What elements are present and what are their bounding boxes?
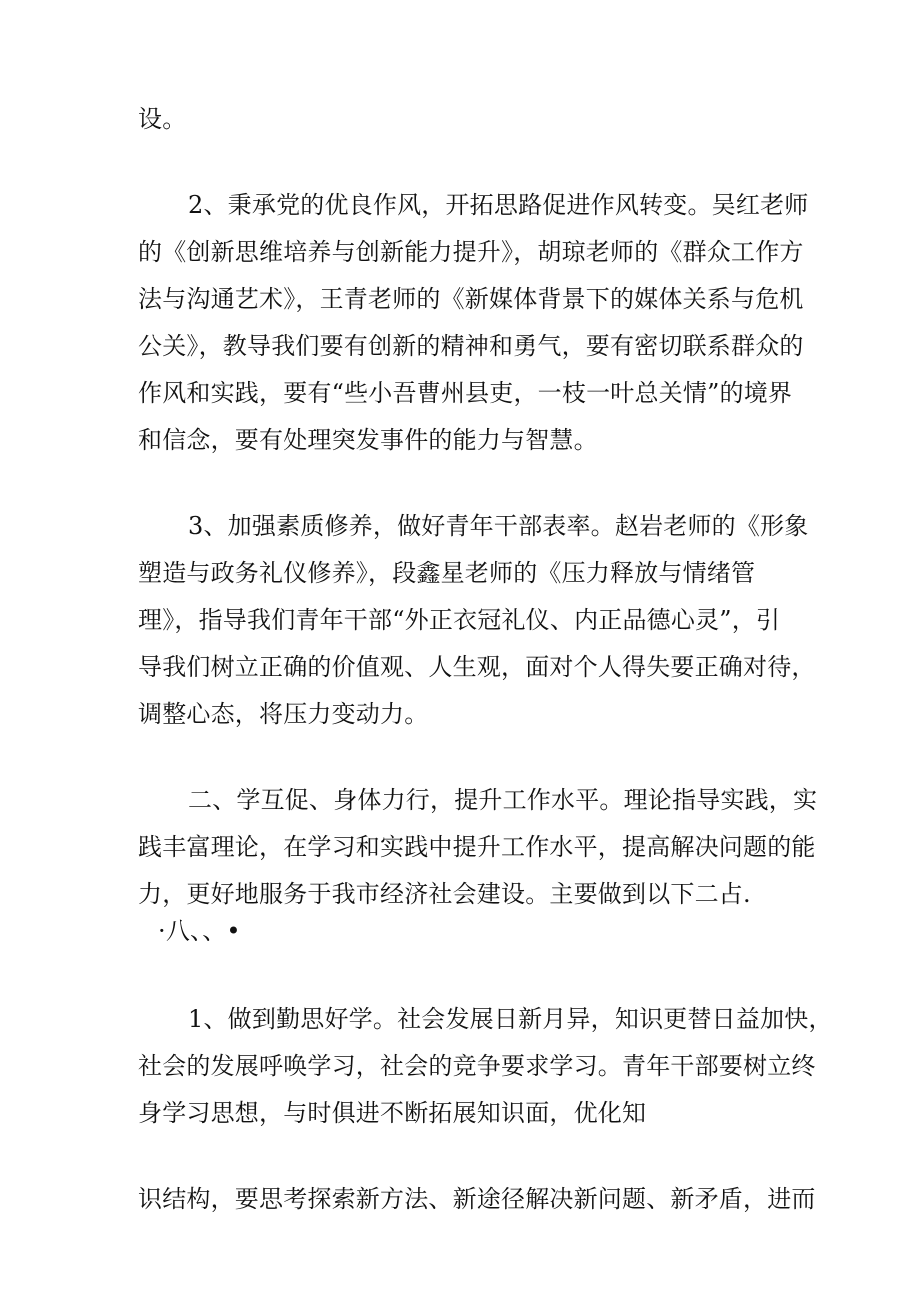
paragraph-3-line-1: 1、做到勤思好学。社会发展日新月异，知识更替日益加快，	[188, 1005, 833, 1033]
section-2-line-2: 践丰富理论，在学习和实践中提升工作水平，提高解决问题的能	[138, 833, 816, 861]
section-2-line-1: 二、学互促、身体力行，提升工作水平。理论指导实践，实	[188, 786, 818, 814]
paragraph-1-line-6: 和信念，要有处理突发事件的能力与智慧。	[138, 426, 598, 454]
paragraph-1-line-5: 作风和实践，要有“些小吾曹州县吏，一枝一叶总关情”的境界	[138, 379, 793, 407]
paragraph-2-line-4: 导我们树立正确的价值观、人生观，面对个人得失要正确对待，	[138, 653, 816, 681]
paragraph-2-line-5: 调整心态，将压力变动力。	[138, 700, 429, 728]
section-2-line-3: 力，更好地服务于我市经济社会建设。主要做到以下二占.	[138, 880, 751, 908]
paragraph-1-line-1: 2、秉承党的优良作风，开拓思路促进作风转变。吴红老师	[188, 191, 809, 219]
paragraph-2-line-2: 塑造与政务礼仪修养》，段鑫星老师的《压力释放与情绪管	[138, 559, 756, 587]
paragraph-1-line-2: 的《创新思维培养与创新能力提升》，胡琼老师的《群众工作方	[138, 238, 804, 266]
paragraph-2-line-1: 3、加强素质修养，做好青年干部表率。赵岩老师的《形象	[188, 512, 809, 540]
paragraph-1-line-4: 公关》，教导我们要有创新的精神和勇气，要有密切联系群众的	[138, 332, 804, 360]
paragraph-3-line-3: 身学习思想，与时俱进不断拓展知识面，优化知	[138, 1099, 647, 1127]
paragraph-2-line-3: 理》，指导我们青年干部“外正衣冠礼仪、内正品德心灵”，引	[138, 606, 781, 634]
section-2-line-4: ·八、、•	[158, 917, 241, 945]
paragraph-1-line-3: 法与沟通艺术》，王青老师的《新媒体背景下的媒体关系与危机	[138, 285, 804, 313]
paragraph-3-line-2: 社会的发展呼唤学习，社会的竞争要求学习。青年干部要树立终	[138, 1052, 816, 1080]
text-line: 设。	[138, 105, 187, 133]
paragraph-3-line-4: 识结构，要思考探索新方法、新途径解决新问题、新矛盾，进而	[138, 1185, 816, 1213]
